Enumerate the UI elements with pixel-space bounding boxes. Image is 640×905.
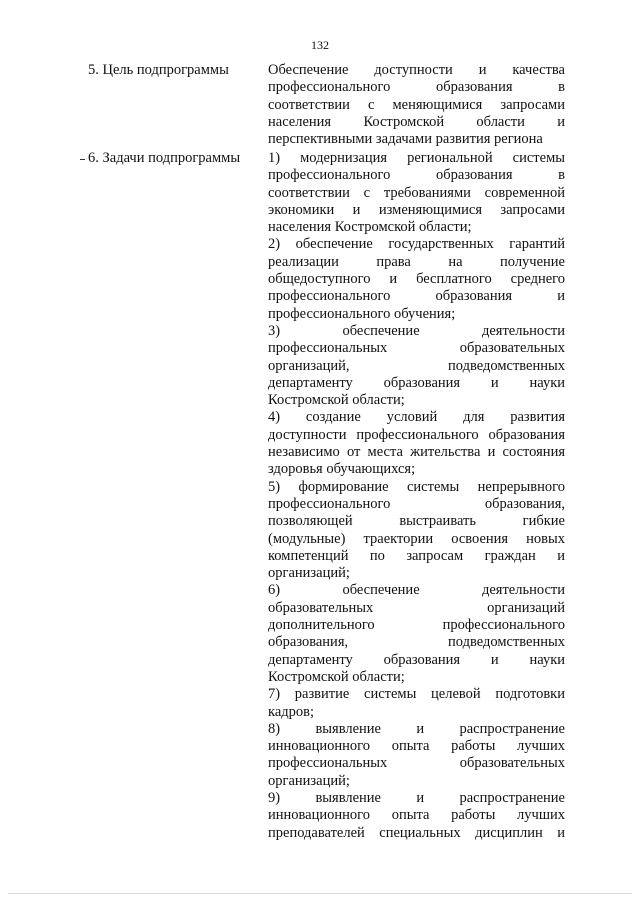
task-line: дополнительного профессионального	[268, 617, 565, 634]
task-line: профессионального образования в	[268, 167, 565, 184]
goal-line: профессионального образования в	[268, 79, 565, 96]
task-line: (модульные) траектории освоения новых	[268, 530, 565, 547]
goal-text	[268, 62, 565, 148]
task-line: 2) обеспечение государственных гарантий	[268, 236, 565, 253]
task-line: образовательных организаций	[268, 599, 565, 616]
goal-line: Обеспечение доступности и качества	[268, 62, 565, 78]
task-line: 6) обеспечение деятельности	[268, 582, 565, 599]
task-line: экономики и изменяющимися запросами	[268, 201, 565, 218]
tasks-label-text: 6. Задачи подпрограммы	[88, 150, 241, 166]
task-line: общедоступного и бесплатного среднего	[268, 271, 565, 288]
task-line: 1) модернизация региональной системы	[268, 150, 565, 166]
task-line: позволяющей выстраивать гибкие	[268, 513, 565, 530]
task-line: компетенций по запросам граждан и	[268, 547, 565, 564]
scan-edge-rule	[8, 893, 632, 894]
task-line: инновационного опыта работы лучших	[268, 738, 565, 755]
task-line: профессионального обучения;	[268, 305, 456, 322]
task-line: кадров;	[268, 703, 315, 720]
tasks-label	[88, 150, 258, 167]
goal-line: соответствии с меняющимися запросами	[268, 96, 565, 113]
task-line: независимо от места жительства и состояния	[268, 444, 565, 461]
task-line: образования, подведомственных	[268, 634, 565, 651]
task-line: департаменту образования и науки	[268, 374, 565, 391]
task-line: инновационного опыта работы лучших	[268, 807, 565, 824]
task-line: здоровья обучающихся;	[268, 461, 416, 478]
task-line: департаменту образования и науки	[268, 651, 565, 668]
task-line: 9) выявление и распространение	[268, 789, 565, 806]
task-line: Костромской области;	[268, 668, 405, 685]
task-line: организаций;	[268, 772, 350, 789]
task-line: населения Костромской области;	[268, 219, 472, 236]
task-line: соответствии с требованиями современной	[268, 184, 565, 201]
task-line: Костромской области;	[268, 392, 405, 409]
task-line: 5) формирование системы непрерывного	[268, 478, 565, 495]
task-line: профессиональных образовательных	[268, 755, 565, 772]
task-line: 7) развитие системы целевой подготовки	[268, 686, 565, 703]
task-line: преподавателей специальных дисциплин и	[268, 824, 565, 841]
margin-dash-mark	[80, 159, 85, 160]
goal-line: перспективными задачами развития региона	[268, 131, 543, 148]
task-line: профессионального образования,	[268, 495, 565, 512]
tasks-text	[268, 150, 565, 842]
goal-line: населения Костромской области и	[268, 113, 565, 130]
task-line: организаций;	[268, 565, 350, 582]
task-line: доступности профессионального образования	[268, 426, 565, 443]
goal-label: 5. Цель подпрограммы	[88, 62, 229, 78]
task-line: 4) создание условий для развития	[268, 409, 565, 426]
task-line: профессионального образования и	[268, 288, 565, 305]
page-number: 132	[311, 38, 329, 52]
task-line: профессиональных образовательных	[268, 340, 565, 357]
task-line: 8) выявление и распространение	[268, 720, 565, 737]
task-line: 3) обеспечение деятельности	[268, 322, 565, 339]
task-line: организаций, подведомственных	[268, 357, 565, 374]
task-line: реализации права на получение	[268, 253, 565, 270]
